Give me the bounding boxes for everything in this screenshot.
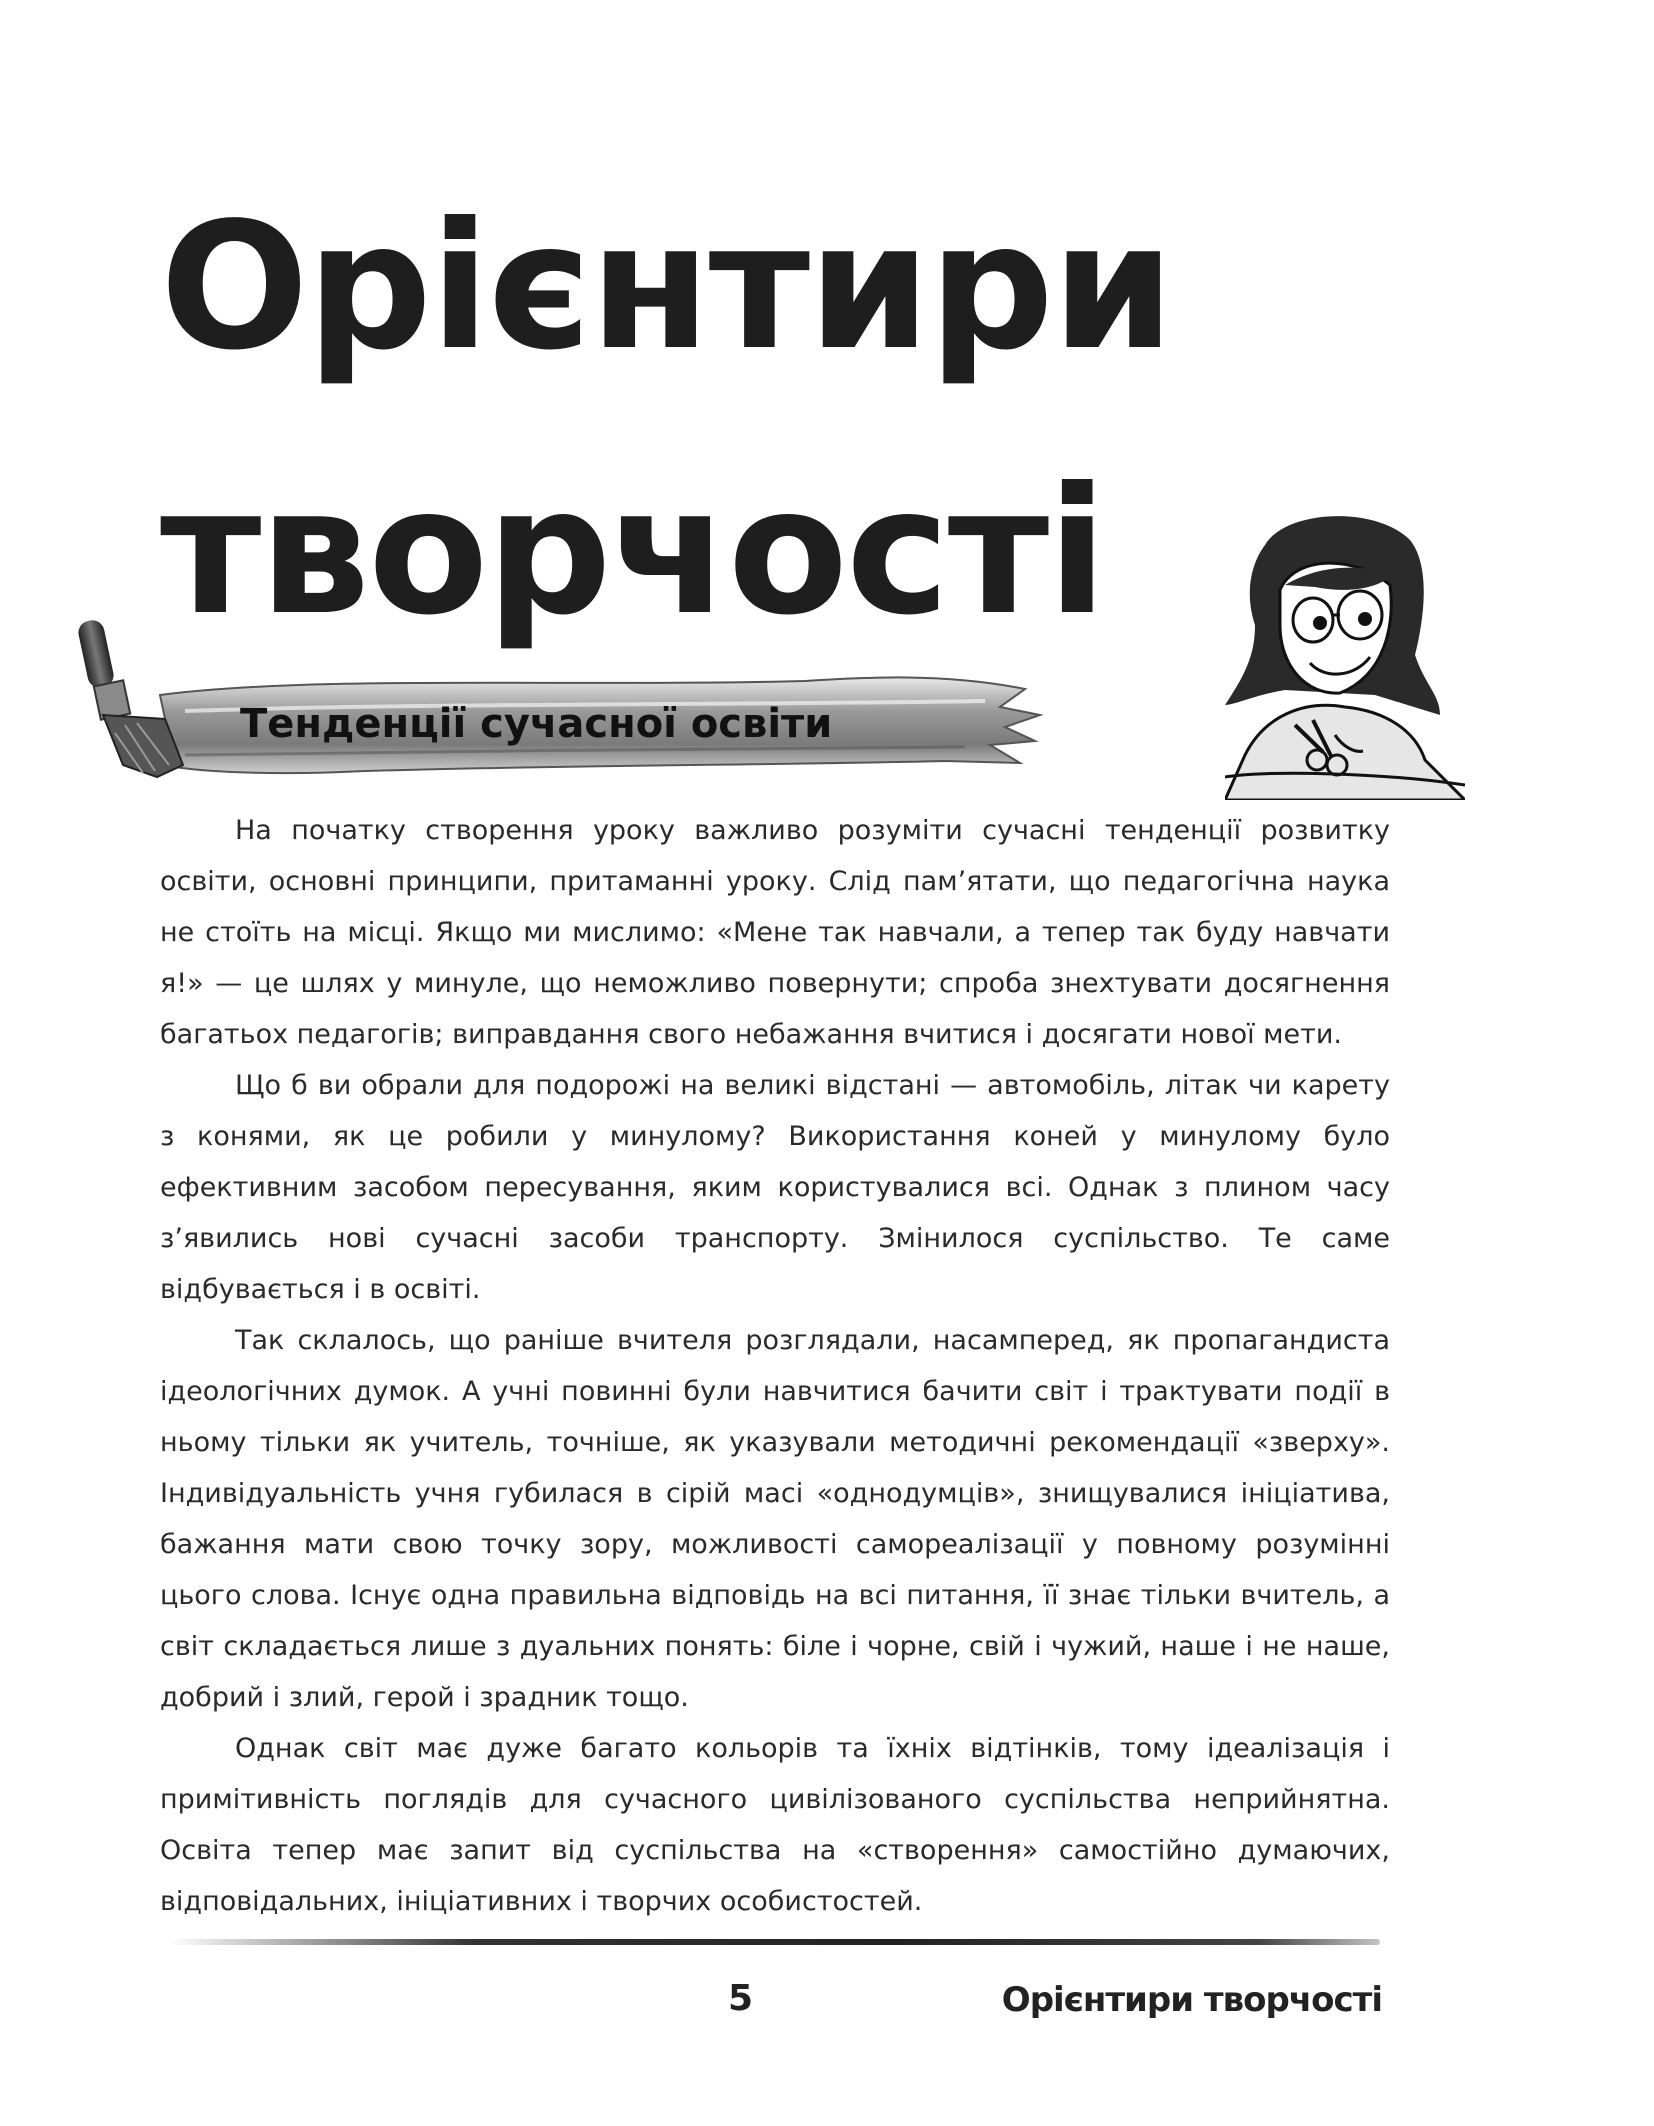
teacher-with-scissors-illustration [1225,515,1465,800]
page-number: 5 [728,1978,754,2019]
body-text [160,805,1390,1927]
running-title: Орієнтири творчості [1001,1980,1382,2020]
paragraph-3: Так склалось, що раніше вчителя розглядали, насамперед, як пропагандиста ідеологічних думок. А учні повинні були навчитися бачити світ і трактувати події в ньому тільки як учитель, точніше, як указували методичні рекомендації «зверху». Індивідуальність учня губилася в сірій масі «однодумців», знищувалися ініціатива, бажання мати свою точку зору, можливості самореалізації у повному розумінні цього слова. Існує одна правильна відповідь на всі питання, її знає тільки вчитель, а світ складається лише з дуальних понять: біле і чорне, свій і чужий, наше і не наше, добрий і злий, герой і зрадник тощо. [160,1325,1390,1713]
section-heading: Тенденції сучасної освіти [240,701,833,747]
page-title-line2: творчості [160,451,1106,654]
paragraph-2: Що б ви обрали для подорожі на великі відстані — автомобіль, літак чи карету з конями, як це робили у минулому? Використання коней у минулому було ефективним засобом пересування, яким користувалися всі. Однак з плином часу з’явились нові сучасні засоби транспорту. Змінилося суспільство. Те саме відбувається і в освіті. [160,1070,1390,1305]
paragraph-1: На початку створення уроку важливо розуміти сучасні тенденції розвитку освіти, основні принципи, притаманні уроку. Слід пам’ятати, що педагогічна наука не стоїть на місці. Якщо ми мислимо: «Мене так навчали, а тепер так буду навчати я!» — це шлях у минуле, що неможливо повернути; спроба знехтувати досягнення багатьох педагогів; виправдання свого небажання вчитися і досягати нової мети. [160,815,1390,1050]
paragraph-4: Однак світ має дуже багато кольорів та їхніх відтінків, тому ідеалізація і примітивність поглядів для сучасного цивілізованого суспільства неприйнятна. Освіта тепер має запит від суспільства на «створення» самостійно думаючих, відповідальних, ініціативних і творчих особистостей. [160,1733,1390,1917]
page-title-line1: Орієнтири [160,186,1173,389]
section-banner [65,615,1055,795]
footer-divider [170,1939,1380,1945]
